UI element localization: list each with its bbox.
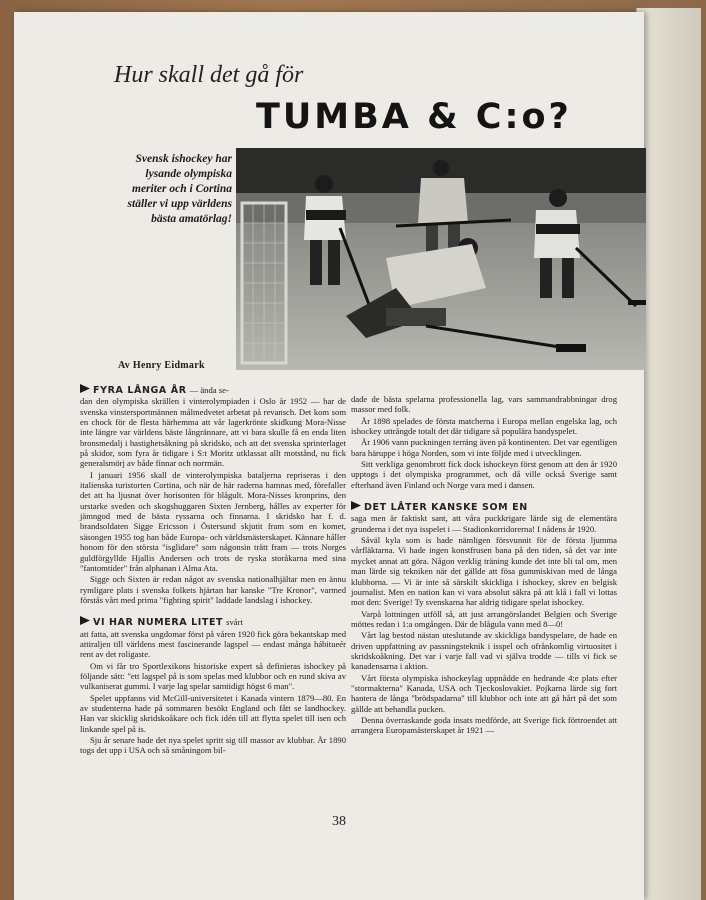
section-ornament-icon [80,615,91,626]
paragraph: Sigge och Sixten är redan något av svenska nationalhjältar men en ännu rymligare plats i svenska folkets hjärtan har kanske "Tre Kronor", varmed förstås vårt med prima "fighting spirit" laddade landslag i ishockey. [80,574,346,605]
paragraph: Spelet uppfanns vid McGill-universitetet i Kanada vintern 1879—80. En av studenterna hade på sommaren besökt England och fått se landhockey. Han var skicklig skridskoåkare och fick idén till att flytta spelet till isen och linkande spel på is. [80,692,346,734]
section2-lead: svårt [226,617,243,628]
section-heading-1 [80,382,346,396]
section-ornament-icon [80,383,91,394]
paragraph: Denna överraskande goda insats medförde, att Sverige fick förtroendet att arrangera Europamästerskapet år 1921 — [351,714,617,736]
article-kicker: Hur skall det gå för [114,62,304,88]
paragraph: Vårt första olympiska ishockeylag uppnådde en hedrande 4:e plats efter "stormakterna" Kanada, USA och Tjeckoslovakiet. Pojkarna lärde sig fort hantera de långa "brödspadarna" till klubbor och inte att gå hårt på det som gällde att behandla pucken. [351,672,617,714]
article-headline: TUMBA & C:o? [256,97,572,137]
right-column [351,394,617,737]
paragraph: Såväl kyla som is hade nämligen försvunnit för de första ljumma vårfläktarna. Vi hade ingen konstfrusen bana på den tiden, så det var inte mycket annat att göra. Någon verklig träning kunde det inte bli tal om, men man lärde sig tekniken när det gällde att fösa gummiskivan med de långa klubborna. — Vi är inte så särskilt skickliga i ishockey, skrev en belgisk journalist. Men en nation kan vi vara absolut säkra på att klå i fall vi lottas mot den: Sverige! Ty svenskarna har aldrig tidigare spelat ishockey. [351,535,617,608]
paragraph: År 1906 vann puckningen terräng även på kontinenten. Det var egentligen bara häruppe i höga Norden, som vi inte följde med i utvecklingen. [351,437,617,458]
paragraph: Varpå lottningen utföll så, att just arrangörslandet Belgien och Sverige möttes redan i 1:a omgången. Där de blågula vann med 8—0! [351,608,617,629]
page-number: 38 [332,814,346,829]
paragraph: I januari 1956 skall de vinterolympiska bataljerna repriseras i den italienska turistorten Cortina, och när de här raderna hamnas med, förefaller det att ha ljusnat över horisonten för blågult. Mora-Nisses kronprins, den urstarke sveden och skogshuggaren Sixten Jernberg, hålles av experter för jämngod med de bästa ryssarna och finnarna. I skridsko har f. d. brandsoldaten Sigge Ericsson i Östersund skjutit fram som en komet, säsongen 1955 tog han både Europa- och världsmästerskapet. Kännare håller honom för den största "isglidare" som någonsin trätt fram — trots Norges guldförgyllde Hjallis Andersen och trots de ryska storåkarna med sina "fantomtider" från alphanan i Alma Ata. [80,469,346,573]
left-column [80,382,346,757]
section1-heading: FYRA LÅNGA ÅR [93,385,187,396]
paragraph: Om vi får tro Sportlexikons historiske expert så definieras ishockey på följande sätt: "ett lagspel på is som spelas med klubbor och en rund skiva av vulkaniserat gummi. I varje lag spelar samtidigt högst 6 man". [80,660,346,692]
section2-heading: VI HAR NUMERA LITET [93,617,224,629]
section3-heading: DET LÅTER KANSKE SOM EN [364,502,528,514]
paragraph: dade de bästa spelarna professionella lag, vars sammandrabbningar drog massor med folk. [351,394,617,415]
section-heading-3 [351,499,617,513]
paragraph: saga men är faktiskt sant, att våra puckkrigare lärde sig de elementära grunderna i det nya isspelet i — Stadionkorridorerna! I nådens år 1920. [351,513,617,534]
paragraph: Sju år senare hade det nya spelet spritt sig till massor av klubbar. År 1890 togs det upp i USA och så småningom bil- [80,735,346,756]
hockey-photo [236,148,646,370]
article-byline: Av Henry Eidmark [118,360,205,371]
section-ornament-icon [351,500,362,511]
magazine-page [14,12,644,900]
paragraph: dan den olympiska skrällen i vinterolympiaden i Oslo år 1952 — har de svenska vinstersportmännen målmedvetet arbetat på revansch. Det kom som en chock för de flesta härhemma att vår lagerkrönte skidkung Mora-Nisse inte längre var världens bäste långrännare, att vi bara skulle få en enda liten bronsmedalj i hastighetsåkning på skridsko, och att det svenska sprinterlaget på skidor, som fyra år tidigare i S:t Moritz utklassat allt motstånd, nu fick generalsmörj av både finnar och norrmän. [80,396,346,469]
paragraph: År 1898 spelades de första matcherna i Europa mellan engelska lag, och ishockey uttrångde totalt det där tidigare så populära bandyspelet. [351,415,617,437]
paragraph: Vårt lag bestod nästan uteslutande av skickliga bandyspelare, de hade en driven uppfattning av passningsteknik i isspel och ofrånkomlig virtuositet i skridskoåkning. Det var i varje fall vad vi själva trodde — tills vi fick se kanadensarna i aktion. [351,630,617,672]
section-heading-2 [80,614,346,628]
paragraph: att fatta, att svenska ungdomar först på våren 1920 fick göra bekantskap med attiraljen till världens mest fascinerande lagspel — endast många hábitueér rent av det roligaste. [80,628,346,660]
section1-lead: — ända se- [189,385,229,395]
article-intro: Svensk ishockey har lysande olympiska meriter och i Cortina ställer vi upp världens bästa amatörlag! [127,153,232,225]
next-page-edge [636,8,701,900]
paragraph: Sitt verkliga genombrott fick dock ishockeyn först genom att den år 1920 upptogs i det olympiska programmet, och då ville också Sverige samt efterhand även Finland och Norge vara med i dansen. [351,459,617,490]
